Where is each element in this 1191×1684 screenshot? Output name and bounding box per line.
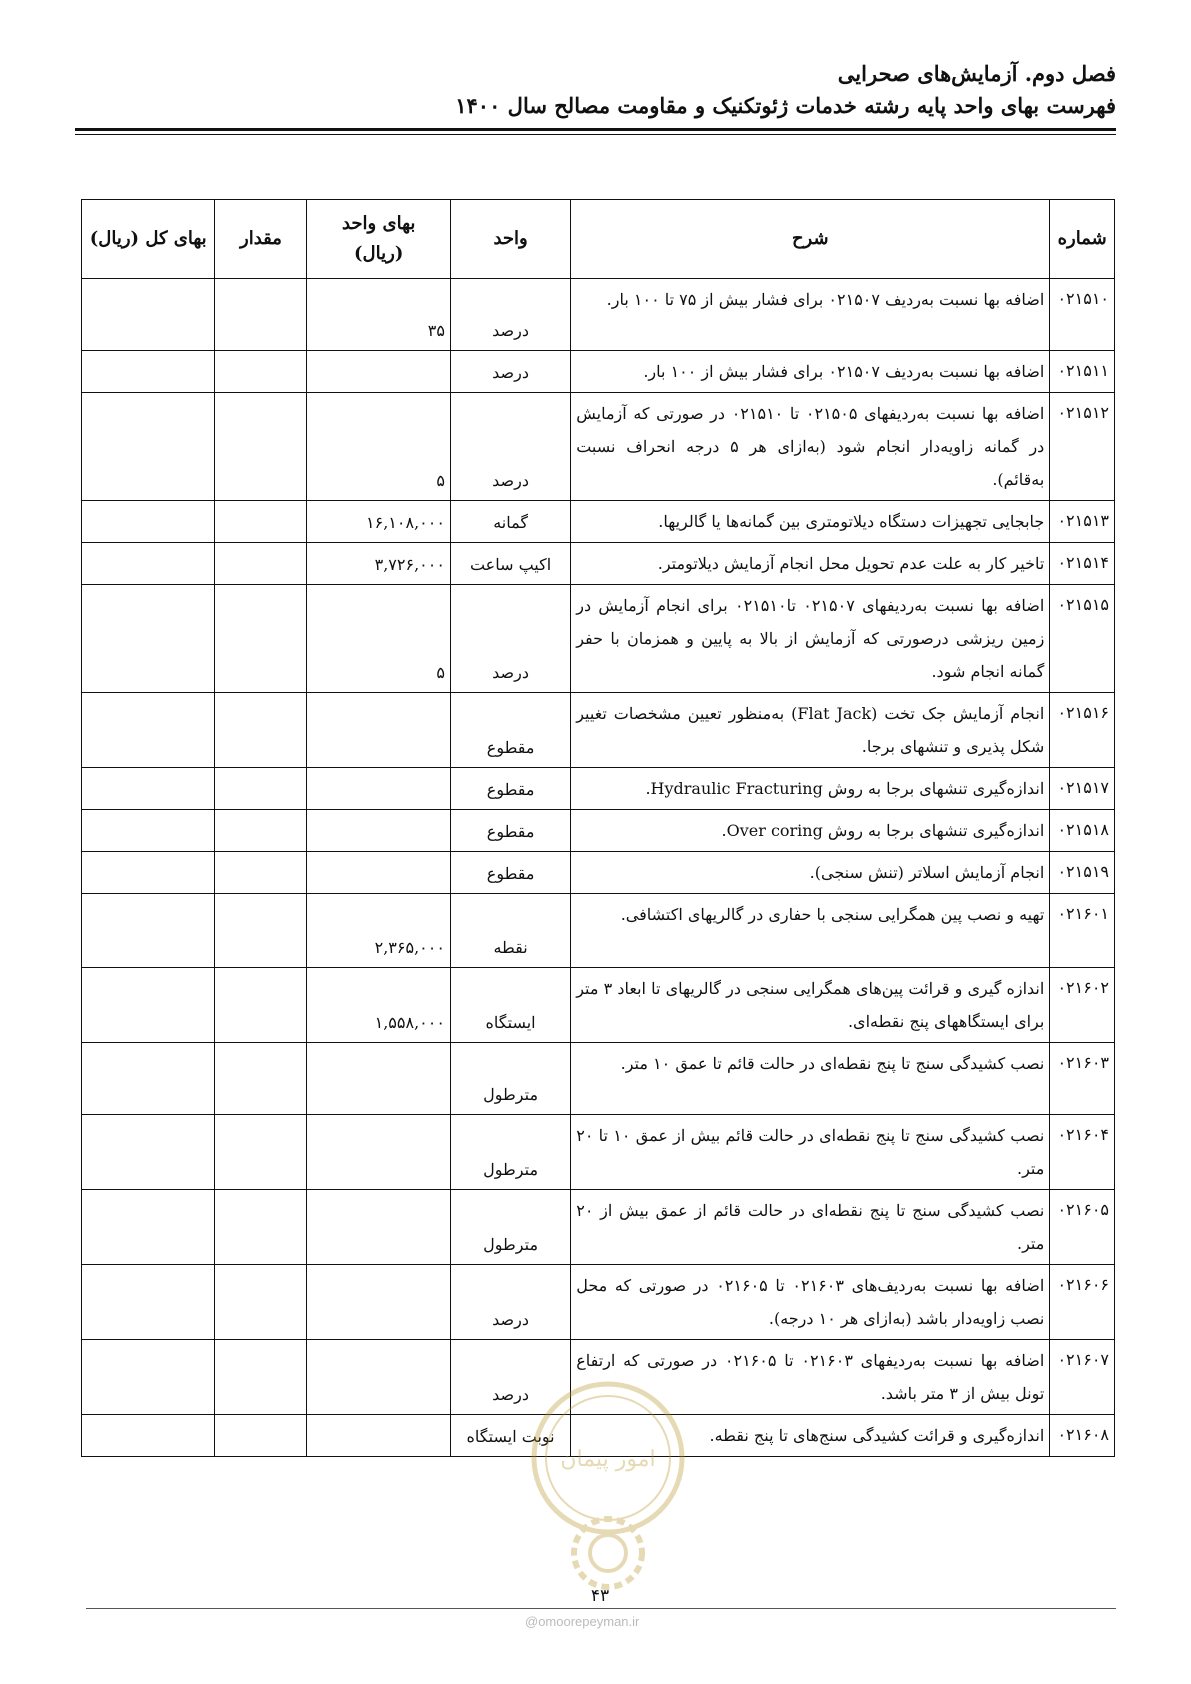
page-number: ۴۳ — [590, 1586, 610, 1606]
item-unit-price: ۳۵ — [307, 279, 451, 351]
item-description: تاخیر کار به علت عدم تحویل محل انجام آزمایش دیلاتومتر. — [571, 543, 1050, 585]
item-description: اندازه‌گیری تنشهای برجا به روش Over coring. — [571, 810, 1050, 852]
table-row — [82, 543, 1115, 585]
header-unit-price-currency: (ریال) — [354, 243, 404, 264]
item-unit: مترطول — [450, 1115, 570, 1190]
header-quantity: مقدار — [215, 200, 307, 279]
item-total — [82, 894, 215, 968]
item-unit: ایستگاه — [450, 968, 570, 1043]
item-description: نصب کشیدگی سنج تا پنج نقطه‌ای در حالت قائم تا عمق ۱۰ متر. — [571, 1043, 1050, 1115]
item-total — [82, 1265, 215, 1340]
table-row — [82, 1415, 1115, 1457]
footer-rule — [86, 1608, 1116, 1609]
item-unit: مقطوع — [450, 810, 570, 852]
item-total — [82, 393, 215, 501]
item-code: ۰۲۱۶۰۱ — [1050, 894, 1115, 968]
item-quantity — [215, 852, 307, 894]
item-total — [82, 1043, 215, 1115]
item-code: ۰۲۱۵۱۳ — [1050, 501, 1115, 543]
table-row — [82, 810, 1115, 852]
table-row — [82, 1043, 1115, 1115]
item-code: ۰۲۱۶۰۵ — [1050, 1190, 1115, 1265]
table-row — [82, 1115, 1115, 1190]
table-row — [82, 852, 1115, 894]
item-quantity — [215, 279, 307, 351]
item-quantity — [215, 968, 307, 1043]
item-code: ۰۲۱۶۰۷ — [1050, 1340, 1115, 1415]
item-quantity — [215, 768, 307, 810]
item-unit-price: ۲,۳۶۵,۰۰۰ — [307, 894, 451, 968]
page-header — [75, 58, 1116, 122]
item-code: ۰۲۱۵۱۲ — [1050, 393, 1115, 501]
item-unit: اکیپ ساعت — [450, 543, 570, 585]
item-quantity — [215, 585, 307, 693]
item-total — [82, 351, 215, 393]
item-code: ۰۲۱۵۱۱ — [1050, 351, 1115, 393]
item-unit: درصد — [450, 585, 570, 693]
item-total — [82, 501, 215, 543]
item-total — [82, 768, 215, 810]
item-unit: مقطوع — [450, 768, 570, 810]
item-unit-price — [307, 768, 451, 810]
item-unit-price — [307, 1043, 451, 1115]
item-total — [82, 810, 215, 852]
item-code: ۰۲۱۶۰۴ — [1050, 1115, 1115, 1190]
item-quantity — [215, 810, 307, 852]
item-code: ۰۲۱۶۰۳ — [1050, 1043, 1115, 1115]
item-total — [82, 1190, 215, 1265]
table-row — [82, 501, 1115, 543]
header-description: شرح — [571, 200, 1050, 279]
item-description: اضافه بها نسبت به‌ردیف‌های ۰۲۱۶۰۳ تا ۰۲۱۶۰۵ در صورتی که محل نصب زاویه‌دار باشد (به‌ازای هر ۱۰ درجه). — [571, 1265, 1050, 1340]
item-unit-price — [307, 1415, 451, 1457]
item-quantity — [215, 693, 307, 768]
item-unit-price — [307, 693, 451, 768]
item-description: نصب کشیدگی سنج تا پنج نقطه‌ای در حالت قائم از عمق بیش از ۲۰ متر. — [571, 1190, 1050, 1265]
table-row — [82, 693, 1115, 768]
item-code: ۰۲۱۵۱۰ — [1050, 279, 1115, 351]
item-unit: درصد — [450, 1340, 570, 1415]
item-code: ۰۲۱۵۱۷ — [1050, 768, 1115, 810]
item-unit-price — [307, 1190, 451, 1265]
item-quantity — [215, 1265, 307, 1340]
item-unit-price — [307, 1340, 451, 1415]
item-description: اضافه بها نسبت به‌ردیف ۰۲۱۵۰۷ برای فشار بیش از ۱۰۰ بار. — [571, 351, 1050, 393]
header-unit-price-label: بهای واحد — [341, 213, 416, 234]
item-unit: مقطوع — [450, 693, 570, 768]
item-total — [82, 279, 215, 351]
item-total — [82, 852, 215, 894]
header-unit: واحد — [450, 200, 570, 279]
item-unit-price: ۵ — [307, 585, 451, 693]
item-quantity — [215, 894, 307, 968]
table-row — [82, 585, 1115, 693]
item-unit-price: ۱۶,۱۰۸,۰۰۰ — [307, 501, 451, 543]
item-unit: مترطول — [450, 1043, 570, 1115]
item-quantity — [215, 1415, 307, 1457]
item-description: اضافه بها نسبت به‌ردیفهای ۰۲۱۵۰۷ تا۰۲۱۵۱۰ برای انجام آزمایش در زمین ریزشی درصورتی که آزمایش از بالا به پایین و همزمان با حفر گمانه انجام شود. — [571, 585, 1050, 693]
item-total — [82, 1115, 215, 1190]
item-unit: درصد — [450, 279, 570, 351]
item-quantity — [215, 1115, 307, 1190]
item-description: اضافه بها نسبت به‌ردیفهای ۰۲۱۵۰۵ تا ۰۲۱۵۱۰ در صورتی که آزمایش در گمانه زاویه‌دار انجام شود (به‌ازای هر ۵ درجه انحراف نسبت به‌قائم). — [571, 393, 1050, 501]
item-total — [82, 968, 215, 1043]
item-code: ۰۲۱۵۱۶ — [1050, 693, 1115, 768]
website-watermark: @omoorepeyman.ir — [525, 1614, 640, 1629]
item-quantity — [215, 1043, 307, 1115]
chapter-title: فصل دوم. آزمایش‌های صحرایی — [837, 61, 1116, 86]
item-code: ۰۲۱۶۰۸ — [1050, 1415, 1115, 1457]
table-row — [82, 1265, 1115, 1340]
item-description: اضافه بها نسبت به‌ردیفهای ۰۲۱۶۰۳ تا ۰۲۱۶۰۵ در صورتی که ارتفاع تونل بیش از ۳ متر باشد. — [571, 1340, 1050, 1415]
table-row — [82, 393, 1115, 501]
item-unit: درصد — [450, 1265, 570, 1340]
item-quantity — [215, 351, 307, 393]
header-total: بهای کل (ریال) — [82, 200, 215, 279]
item-unit-price — [307, 1115, 451, 1190]
table-row — [82, 768, 1115, 810]
header-code: شماره — [1050, 200, 1115, 279]
item-total — [82, 693, 215, 768]
item-description: نصب کشیدگی سنج تا پنج نقطه‌ای در حالت قائم بیش از عمق ۱۰ تا ۲۰ متر. — [571, 1115, 1050, 1190]
item-quantity — [215, 1340, 307, 1415]
item-unit: درصد — [450, 351, 570, 393]
item-quantity — [215, 1190, 307, 1265]
table-row — [82, 351, 1115, 393]
table-row — [82, 968, 1115, 1043]
table-body — [82, 279, 1115, 1457]
document-subtitle: فهرست بهای واحد پایه رشته خدمات ژئوتکنیک و مقاومت مصالح سال ۱۴۰۰ — [455, 93, 1116, 118]
table-row — [82, 894, 1115, 968]
table-header-row — [82, 200, 1115, 279]
item-unit-price: ۳,۷۲۶,۰۰۰ — [307, 543, 451, 585]
item-quantity — [215, 501, 307, 543]
item-unit: مقطوع — [450, 852, 570, 894]
item-description: تهیه و نصب پین همگرایی سنجی با حفاری در گالریهای اکتشافی. — [571, 894, 1050, 968]
item-description: انجام آزمایش اسلاتر (تنش سنجی). — [571, 852, 1050, 894]
item-unit: نقطه — [450, 894, 570, 968]
item-quantity — [215, 543, 307, 585]
item-total — [82, 1340, 215, 1415]
item-unit-price: ۱,۵۵۸,۰۰۰ — [307, 968, 451, 1043]
item-code: ۰۲۱۵۱۴ — [1050, 543, 1115, 585]
item-unit-price — [307, 351, 451, 393]
item-description: اضافه بها نسبت به‌ردیف ۰۲۱۵۰۷ برای فشار بیش از ۷۵ تا ۱۰۰ بار. — [571, 279, 1050, 351]
header-rule-thick — [75, 128, 1116, 131]
item-code: ۰۲۱۵۱۸ — [1050, 810, 1115, 852]
table-row — [82, 1340, 1115, 1415]
item-unit: مترطول — [450, 1190, 570, 1265]
table-row — [82, 279, 1115, 351]
item-description: انجام آزمایش جک تخت (Flat Jack) به‌منظور تعیین مشخصات تغییر شکل پذیری و تنشهای برجا. — [571, 693, 1050, 768]
item-description: جابجایی تجهیزات دستگاه دیلاتومتری بین گمانه‌ها یا گالریها. — [571, 501, 1050, 543]
header-unit-price — [307, 200, 451, 279]
table-row — [82, 1190, 1115, 1265]
item-code: ۰۲۱۶۰۶ — [1050, 1265, 1115, 1340]
item-description: اندازه‌گیری و قرائت کشیدگی سنج‌های تا پنج نقطه. — [571, 1415, 1050, 1457]
item-unit: گمانه — [450, 501, 570, 543]
item-unit: درصد — [450, 393, 570, 501]
item-unit-price: ۵ — [307, 393, 451, 501]
item-description: اندازه‌گیری تنشهای برجا به روش Hydraulic Fracturing. — [571, 768, 1050, 810]
item-description: اندازه گیری و قرائت پین‌های همگرایی سنجی در گالریهای تا ابعاد ۳ متر برای ایستگاههای پنج نقطه‌ای. — [571, 968, 1050, 1043]
item-total — [82, 1415, 215, 1457]
item-total — [82, 543, 215, 585]
seal-text: امور پیمان — [560, 1447, 656, 1472]
item-unit-price — [307, 1265, 451, 1340]
item-code: ۰۲۱۶۰۲ — [1050, 968, 1115, 1043]
item-code: ۰۲۱۵۱۵ — [1050, 585, 1115, 693]
item-unit-price — [307, 852, 451, 894]
item-unit-price — [307, 810, 451, 852]
item-unit: نوبت ایستگاه — [450, 1415, 570, 1457]
item-total — [82, 585, 215, 693]
price-list-table — [81, 199, 1115, 1457]
item-code: ۰۲۱۵۱۹ — [1050, 852, 1115, 894]
item-quantity — [215, 393, 307, 501]
header-rule-thin — [75, 134, 1116, 135]
